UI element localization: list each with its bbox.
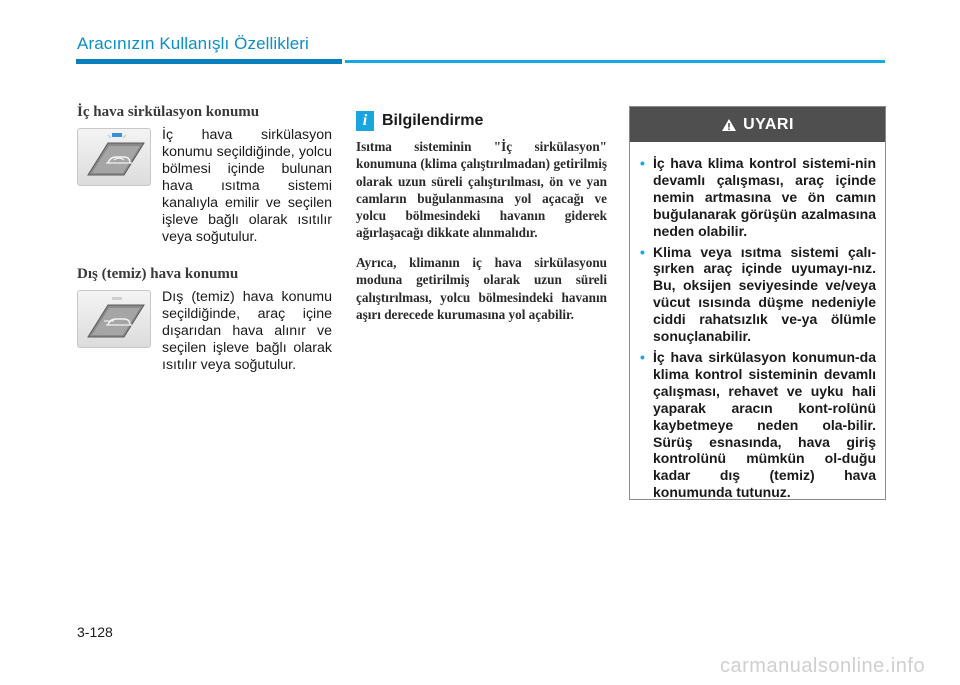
warning-item: [640, 244, 876, 345]
recirculation-description: İç hava sirkülasyon konumu seçildiğinde, yolcu bölmesi içinde bulunan hava ısıtma sistemi kanalıyla emilir ve seçilen işleve bağlı olarak ısıtılır veya soğutulur.: [162, 127, 332, 245]
info-paragraph-1: Isıtma sisteminin "İç sirkülasyon" konumuna (klima çalıştırılmadan) getirilmiş olarak uzun süreli çalıştırılması, ön ve yan camların buğulanmasına yol açacağı ve yolcu bölmesindeki havanın giderek ağırlaşacağı dikkate alınmalıdır.: [356, 139, 607, 241]
fresh-air-description: Dış (temiz) hava konumu seçildiğinde, araç içine dışarıdan hava alınır ve seçilen işleve bağlı olarak ısıtılır veya soğutulur.: [162, 289, 332, 373]
recirculation-button-image: [77, 128, 151, 186]
fresh-air-heading: Dış (temiz) hava konumu: [77, 266, 239, 282]
info-paragraph-2: Ayrıca, klimanın iç hava sirkülasyonu moduna getirilmiş olarak uzun süreli çalıştırılması, yolcu bölmesindeki havanın aşırı derecede kurumasına yol açabilir.: [356, 255, 607, 322]
info-title: Bilgilendirme: [382, 112, 484, 129]
warning-item: [640, 349, 876, 501]
header-divider-light: [345, 60, 885, 63]
watermark: carmanualsonline.info: [720, 655, 926, 677]
warning-box: [629, 106, 886, 500]
info-icon: i: [356, 111, 374, 131]
warning-triangle-icon: [721, 118, 737, 132]
bullet-icon: •: [640, 155, 645, 171]
warning-item-text: Klima veya ısıtma sistemi çalı-şırken araç içinde uyumayı-nız. Bu, oksijen seviyesinde ve/veya vücut ısısında düşme nedeniyle ciddi rahatsızlık ve-ya ölümle sonuçlanabilir.: [653, 243, 876, 345]
warning-list: [630, 142, 885, 501]
header-divider-dark: [76, 59, 342, 64]
recirculation-button-icon: [78, 129, 150, 185]
warning-header: [630, 107, 885, 142]
bullet-icon: •: [640, 348, 645, 365]
page-number: 3-128: [77, 624, 113, 640]
warning-item: [640, 155, 876, 240]
section-title: Aracınızın Kullanışlı Özellikleri: [77, 34, 309, 53]
info-header: [356, 110, 483, 132]
warning-title: UYARI: [743, 115, 794, 133]
warning-item-text: İç hava sirkülasyon konumun-da klima kontrol sisteminin devamlı çalışması, rehavet ve uyku hali yaparak aracın kont-rolünü kaybetmeye neden ola-bilir. Sürüş esnasında, hava giriş kontrolünü mümkün ol-duğu kadar dış (temiz) hava konumunda tutunuz.: [653, 348, 876, 501]
warning-item-text: İç hava klima kontrol sistemi-nin devamlı çalışması, araç içinde nemin artmasına ve ön camın buğulanarak görüşün azalmasına neden olabilir.: [653, 155, 876, 239]
fresh-air-button-icon: [78, 291, 150, 347]
recirculation-heading: İç hava sirkülasyon konumu: [77, 104, 260, 120]
fresh-air-button-image: [77, 290, 151, 348]
bullet-icon: •: [640, 243, 645, 260]
